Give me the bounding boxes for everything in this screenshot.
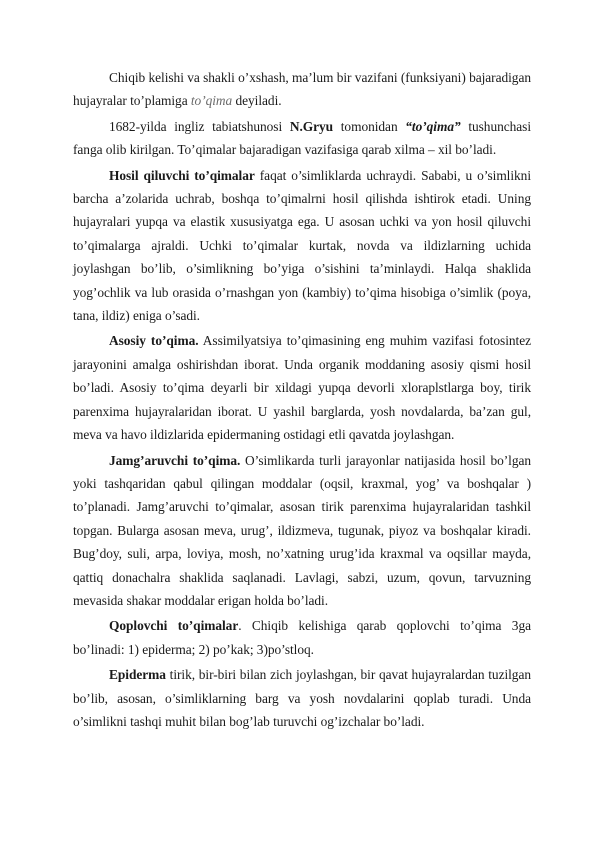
term-toqima: to’qima [190, 93, 233, 109]
history-text-1: 1682-yilda ingliz tabiatshunosi [109, 118, 290, 134]
heading-epidermis: Epiderma [109, 667, 166, 683]
definition-text-2: deyiladi. [232, 93, 282, 109]
heading-meristem: Hosil qiluvchi to’qimalar [109, 167, 255, 183]
paragraph-epidermis [73, 663, 531, 733]
definition-text-1: Chiqib kelishi va shakli o’xshash, ma’lum bir vazifani (funksiyani) bajaradigan hujayralar to’plamiga [73, 70, 531, 109]
paragraph-meristem [73, 164, 531, 328]
basic-text: Assimilyatsiya to’qimasining eng muhim vazifasi fotosintez jarayonini amalga oshirishdan iborat. Unda organik moddaning asosiy qismi hosil bo’ladi. Asosiy to’qima deyarli bir xildagi yupqa devorli xloraplstlarga boy, tirik parenxima hujayralaridan iborat. U yashil barglarda, yosh novdalarda, ba’zan gul, meva va havo ildizlarida epidermaning ostidagi etli qavatda joylashgan. [73, 333, 531, 443]
heading-storage: Jamg’aruvchi to’qima. [109, 452, 241, 468]
storage-text: O’simlikarda turli jarayonlar natijasida hosil bo’lgan yoki tashqaridan qabul qilingan moddalar (oqsil, kraxmal, yog’ va boshqalar ) to’planadi. Jamg’aruvchi to’qimalar, asosan tirik parenxima hujayralaridan tashkil topgan. Bularga asosan meva, urug’, ildizmeva, tugunak, piyoz va boshqalar kiradi. Bug’doy, suli, arpa, loviya, mosh, no’xatning urug’ida kraxmal va oqsillar mayda, qattiq donachalra shaklida saqlanadi. Lavlagi, sabzi, uzum, qovun, tarvuzning mevasida shakar moddalar erigan holda bo’ladi. [73, 452, 531, 608]
paragraph-history [73, 115, 531, 162]
paragraph-definition [73, 66, 531, 113]
paragraph-basic [73, 329, 531, 446]
covering-text: . Chiqib kelishiga qarab qoplovchi to’qima 3ga bo’linadi: 1) epiderma; 2) po’kak; 3)po’stloq. [73, 618, 531, 657]
history-text-3: tushunchasi fanga olib kirilgan. To’qimalar bajaradigan vazifasiga qarab xilma – xil bo’ladi. [73, 118, 531, 158]
heading-covering: Qoplovchi to’qimalar [109, 618, 239, 634]
history-text-2: tomonidan [333, 118, 406, 134]
epidermis-text: tirik, bir-biri bilan zich joylashgan, bir qavat hujayralardan tuzilgan bo’lib, asosan, o’simliklarning barg va yosh novdalarini qoplab turadi. Unda o’simlikni tashqi muhit bilan bog’lab turuvchi og’izchalar bo’ladi. [73, 667, 531, 729]
heading-basic: Asosiy to’qima. [109, 333, 199, 349]
paragraph-storage [73, 449, 531, 613]
paragraph-covering [73, 614, 531, 661]
meristem-text: faqat o’simliklarda uchraydi. Sababi, u o’simlikni barcha a’zolarida uchrab, boshqa to’qimalrni hosil qilishda ishtirok etadi. Uning hujayralari yupqa va elastik xususiyatga ega. U asosan uchki va yon hosil qiluvchi to’qimalarga ajraldi. Uchki to’qimalar kurtak, novda va ildizlarning uchida joylashgan bo’lib, o’simlikning bo’yiga o’sishini ta’minlaydi. Halqa shaklida yog’ochlik va lub orasida o’rnashgan yon (kambiy) to’qima hisobiga o’simlik (poya, tana, ildiz) eniga o’sadi. [73, 167, 531, 324]
author-name: N.Gryu [289, 118, 334, 134]
document-page [73, 66, 531, 733]
term-quoted: “to’qima” [405, 118, 461, 134]
